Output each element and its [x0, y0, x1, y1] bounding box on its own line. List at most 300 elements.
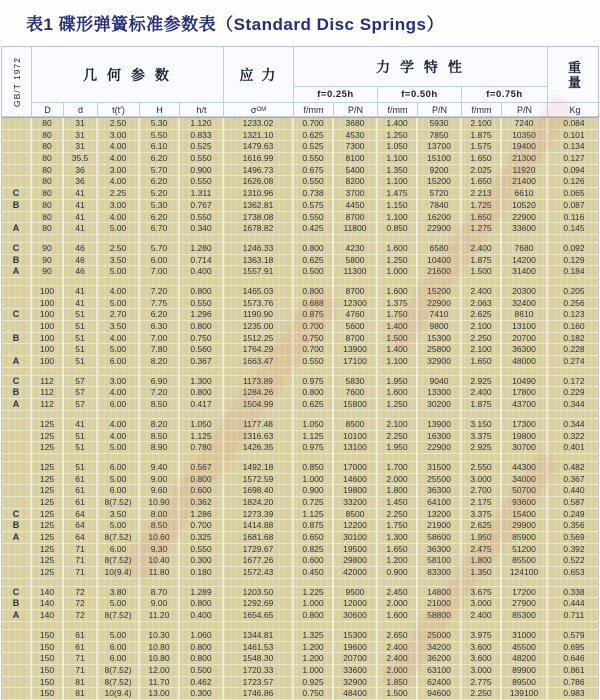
data-cell: 21900 [418, 520, 462, 532]
data-cell: 5.00 [98, 520, 140, 532]
data-cell: 0.800 [180, 598, 224, 610]
data-cell: 0.440 [548, 485, 600, 497]
data-cell: 15800 [334, 399, 378, 411]
data-cell: 0.065 [548, 188, 600, 200]
data-cell: 100 [32, 321, 64, 333]
data-cell: 8.00 [140, 509, 180, 521]
data-cell: 0.850 [294, 462, 334, 474]
data-cell: 1.120 [180, 118, 224, 130]
data-cell: 35.5 [64, 153, 98, 165]
data-cell: 36300 [418, 544, 462, 556]
data-cell: 17100 [334, 356, 378, 368]
data-cell: 0.444 [548, 598, 600, 610]
data-cell: 4450 [334, 200, 378, 212]
data-cell: 0.780 [180, 442, 224, 454]
spacer-cell [224, 622, 294, 630]
data-cell: 0.900 [378, 567, 418, 579]
data-cell: 3.50 [98, 255, 140, 267]
data-cell: 80 [32, 200, 64, 212]
class-cell: B [2, 520, 32, 532]
data-cell: 1233.02 [224, 118, 294, 130]
data-cell: 0.482 [548, 462, 600, 474]
class-cell: B [2, 598, 32, 610]
data-cell: 8.50 [140, 431, 180, 443]
data-cell: 10.80 [140, 642, 180, 654]
spacer-cell [180, 368, 224, 376]
data-cell: 22900 [418, 298, 462, 310]
data-cell: 1.500 [378, 688, 418, 700]
data-cell: 32400 [502, 298, 548, 310]
data-cell: 0.800 [294, 610, 334, 622]
spacer-cell [502, 579, 548, 587]
data-cell: 8200 [334, 176, 378, 188]
spacer-cell [378, 622, 418, 630]
data-cell: 1.400 [378, 344, 418, 356]
data-cell: 2.650 [378, 630, 418, 642]
data-cell: 10.40 [140, 555, 180, 567]
data-cell: 3.00 [98, 200, 140, 212]
data-cell: 8.70 [140, 587, 180, 599]
data-cell: 5.70 [140, 165, 180, 177]
data-cell: 0.344 [548, 419, 600, 431]
data-cell: 0.087 [548, 200, 600, 212]
data-cell: 0.101 [548, 130, 600, 142]
data-cell: 0.569 [548, 532, 600, 544]
data-cell: 19800 [334, 485, 378, 497]
data-cell: 1572.59 [224, 474, 294, 486]
data-cell: 0.575 [294, 200, 334, 212]
spacer-cell [32, 411, 64, 419]
data-cell: 0.116 [548, 212, 600, 224]
data-cell: 0.600 [294, 555, 334, 567]
data-cell: 0.500 [294, 266, 334, 278]
data-cell: 7600 [334, 387, 378, 399]
header-geometry: 几 何 参 数 [32, 47, 224, 103]
data-cell: 1.400 [378, 321, 418, 333]
data-cell: 90 [32, 266, 64, 278]
data-cell: 0.500 [180, 665, 224, 677]
data-cell: 3.375 [462, 431, 502, 443]
data-cell: 112 [32, 399, 64, 411]
data-cell: 10(9.4) [98, 567, 140, 579]
data-cell: 2.400 [462, 243, 502, 255]
data-cell: 1.650 [462, 176, 502, 188]
data-cell: 51 [64, 431, 98, 443]
data-cell: 1.100 [378, 176, 418, 188]
data-cell: 0.392 [548, 544, 600, 556]
data-cell: 1.950 [462, 532, 502, 544]
data-cell: 85300 [502, 610, 548, 622]
data-cell: 1.311 [180, 188, 224, 200]
class-cell [2, 474, 32, 486]
data-cell: 1479.63 [224, 141, 294, 153]
spacer-cell [140, 235, 180, 243]
data-cell: 80 [32, 212, 64, 224]
data-cell: 7410 [418, 309, 462, 321]
data-cell: 0.650 [294, 532, 334, 544]
data-cell: 1.650 [462, 153, 502, 165]
spacer-cell [98, 454, 140, 462]
data-cell: 64 [64, 532, 98, 544]
data-cell: 13900 [418, 419, 462, 431]
spacer-cell [378, 411, 418, 419]
data-cell: 8500 [334, 509, 378, 521]
data-cell: 2.625 [462, 520, 502, 532]
data-cell: 71 [64, 567, 98, 579]
data-cell: 0.550 [294, 356, 334, 368]
data-cell: 1.850 [378, 677, 418, 689]
data-cell: 20700 [334, 653, 378, 665]
data-cell: 4530 [334, 130, 378, 142]
data-cell: 125 [32, 509, 64, 521]
data-cell: 16300 [418, 431, 462, 443]
data-cell: 5.00 [98, 474, 140, 486]
data-cell: 1.000 [378, 266, 418, 278]
data-cell: 0.800 [180, 387, 224, 399]
disc-spring-table [1, 46, 599, 700]
data-cell: 83300 [418, 567, 462, 579]
data-cell: 0.249 [548, 509, 600, 521]
data-cell: 1.350 [378, 165, 418, 177]
data-cell: 3.600 [462, 653, 502, 665]
data-cell: 0.184 [548, 266, 600, 278]
data-cell: 1.700 [378, 462, 418, 474]
data-cell: 6.20 [140, 176, 180, 188]
data-cell: 46 [64, 255, 98, 267]
data-cell: 125 [32, 474, 64, 486]
data-cell: 125 [32, 462, 64, 474]
data-cell: 6610 [502, 188, 548, 200]
data-cell: 51 [64, 356, 98, 368]
data-cell: 80 [32, 176, 64, 188]
spacer-cell [64, 235, 98, 243]
spacer-cell [548, 622, 600, 630]
spacer-cell [2, 622, 32, 630]
data-cell: 0.767 [180, 200, 224, 212]
spacer-cell [224, 579, 294, 587]
data-cell: 2.25 [98, 188, 140, 200]
spacer-cell [548, 278, 600, 286]
data-cell: 1.600 [378, 286, 418, 298]
class-cell [2, 130, 32, 142]
data-cell: 81 [64, 677, 98, 689]
data-cell: 61 [64, 474, 98, 486]
data-cell: 0.550 [180, 176, 224, 188]
data-cell: 5.00 [98, 442, 140, 454]
data-cell: 2.025 [462, 165, 502, 177]
header-f050: f=0.50h [378, 87, 462, 103]
data-cell: 1.875 [462, 399, 502, 411]
data-cell: 6.00 [98, 653, 140, 665]
data-cell: 80 [32, 188, 64, 200]
data-cell: 12.00 [140, 665, 180, 677]
data-cell: 10490 [502, 376, 548, 388]
data-cell: 89900 [502, 665, 548, 677]
data-cell: 5.00 [98, 298, 140, 310]
spacer-cell [2, 278, 32, 286]
data-cell: 0.550 [180, 544, 224, 556]
data-cell: 6.00 [98, 544, 140, 556]
data-cell: 1720.33 [224, 665, 294, 677]
data-cell: 7.00 [140, 333, 180, 345]
data-cell: 125 [32, 431, 64, 443]
data-cell: 80 [32, 165, 64, 177]
data-cell: 0.700 [294, 344, 334, 356]
data-cell: 51 [64, 333, 98, 345]
data-cell: 11.70 [140, 677, 180, 689]
data-cell: 0.123 [548, 309, 600, 321]
data-cell: 0.400 [180, 266, 224, 278]
class-cell [2, 630, 32, 642]
standard-label: GB/T 1972 [2, 47, 32, 117]
data-cell: 1.125 [180, 431, 224, 443]
data-cell: 1.100 [378, 212, 418, 224]
data-cell: 15300 [418, 333, 462, 345]
data-cell: 0.400 [180, 610, 224, 622]
data-cell: 1.286 [180, 509, 224, 521]
data-cell: 0.800 [180, 653, 224, 665]
data-cell: 13100 [334, 442, 378, 454]
data-cell: 8(7.52) [98, 555, 140, 567]
data-cell: 2.000 [378, 474, 418, 486]
data-cell: 0.695 [548, 642, 600, 654]
data-cell: 1.250 [378, 255, 418, 267]
data-cell: 150 [32, 653, 64, 665]
data-cell: 32900 [334, 677, 378, 689]
data-cell: 58800 [418, 610, 462, 622]
data-cell: 0.900 [180, 165, 224, 177]
data-cell: 1738.08 [224, 212, 294, 224]
data-cell: 1426.35 [224, 442, 294, 454]
data-cell: 17300 [502, 419, 548, 431]
data-cell: 6.20 [140, 212, 180, 224]
class-cell [2, 141, 32, 153]
data-cell: 3.00 [98, 376, 140, 388]
data-cell: 0.646 [548, 653, 600, 665]
data-cell: 0.675 [294, 165, 334, 177]
data-cell: 2.70 [98, 309, 140, 321]
data-cell: 0.367 [180, 356, 224, 368]
data-cell: 19500 [334, 544, 378, 556]
data-cell: 5.00 [98, 344, 140, 356]
data-cell: 0.714 [180, 255, 224, 267]
data-cell: 0.356 [548, 520, 600, 532]
data-cell: 6.00 [98, 462, 140, 474]
spacer-cell [224, 278, 294, 286]
spacer-cell [98, 368, 140, 376]
data-cell: 8700 [334, 333, 378, 345]
class-cell [2, 555, 32, 567]
data-cell: 30600 [334, 610, 378, 622]
data-cell: 41 [64, 200, 98, 212]
spacer-cell [180, 622, 224, 630]
spacer-cell [224, 235, 294, 243]
spacer-cell [2, 235, 32, 243]
col-fmm-075: f/mm [462, 103, 502, 117]
data-cell: 21000 [418, 598, 462, 610]
data-cell: 7300 [334, 141, 378, 153]
data-cell: 41 [64, 298, 98, 310]
data-cell: 5.00 [98, 223, 140, 235]
data-cell: 1.650 [378, 544, 418, 556]
data-cell: 6580 [418, 243, 462, 255]
spacer-cell [418, 368, 462, 376]
col-D: D [32, 103, 64, 117]
data-cell: 45500 [502, 642, 548, 654]
data-cell: 0.800 [294, 387, 334, 399]
spacer-cell [140, 411, 180, 419]
col-pn-050: P/N [418, 103, 462, 117]
data-cell: 3.150 [462, 419, 502, 431]
data-cell: 8700 [334, 212, 378, 224]
data-cell: 2.063 [462, 298, 502, 310]
data-cell: 1729.67 [224, 544, 294, 556]
data-cell: 2.700 [462, 485, 502, 497]
data-cell: 1.725 [462, 200, 502, 212]
spacer-cell [418, 278, 462, 286]
data-cell: 31400 [502, 266, 548, 278]
data-cell: 1.950 [378, 376, 418, 388]
data-cell: 61 [64, 485, 98, 497]
data-cell: 51 [64, 442, 98, 454]
class-cell [2, 688, 32, 700]
data-cell: 36200 [418, 653, 462, 665]
data-cell: 17800 [502, 387, 548, 399]
data-cell: 1.000 [294, 665, 334, 677]
data-cell: 8.90 [140, 442, 180, 454]
data-cell: 3700 [334, 188, 378, 200]
data-cell: 11800 [334, 223, 378, 235]
data-cell: 22900 [418, 223, 462, 235]
data-cell: 100 [32, 286, 64, 298]
data-cell: 1.050 [180, 419, 224, 431]
data-cell: 0.126 [548, 176, 600, 188]
data-cell: 71 [64, 653, 98, 665]
spacer-cell [140, 579, 180, 587]
data-cell: 2.925 [462, 376, 502, 388]
data-cell: 6.00 [98, 399, 140, 411]
header-stress: 应 力 [224, 47, 294, 103]
class-cell [2, 462, 32, 474]
class-cell [2, 344, 32, 356]
data-cell: 48000 [502, 356, 548, 368]
data-cell: 11920 [502, 165, 548, 177]
data-cell: 1764.29 [224, 344, 294, 356]
spacer-cell [64, 622, 98, 630]
data-cell: 150 [32, 677, 64, 689]
data-cell: 112 [32, 387, 64, 399]
spacer-cell [462, 368, 502, 376]
data-cell: 25500 [418, 474, 462, 486]
data-cell: 10400 [418, 255, 462, 267]
data-cell: 22900 [502, 212, 548, 224]
data-cell: 125 [32, 497, 64, 509]
data-cell: 9.40 [140, 462, 180, 474]
data-cell: 0.750 [180, 333, 224, 345]
spacer-cell [334, 411, 378, 419]
data-cell: 57 [64, 399, 98, 411]
spacer-cell [180, 579, 224, 587]
data-cell: 2.775 [462, 677, 502, 689]
data-cell: 5600 [334, 321, 378, 333]
class-cell [2, 321, 32, 333]
data-cell: 9040 [418, 376, 462, 388]
data-cell: 57 [64, 376, 98, 388]
data-cell: 61 [64, 630, 98, 642]
data-cell: 3.000 [462, 474, 502, 486]
data-cell: 1.950 [378, 442, 418, 454]
data-cell: 11.20 [140, 610, 180, 622]
data-cell: 3.600 [462, 642, 502, 654]
data-cell: 7240 [502, 118, 548, 130]
data-cell: 4.00 [98, 387, 140, 399]
data-cell: 48400 [334, 688, 378, 700]
spacer-cell [418, 454, 462, 462]
data-cell: 12300 [334, 298, 378, 310]
data-cell: 46 [64, 243, 98, 255]
data-cell: 89500 [502, 677, 548, 689]
data-cell: 2.250 [378, 431, 418, 443]
data-cell: 2.50 [98, 118, 140, 130]
spacer-cell [418, 622, 462, 630]
data-cell: 80 [32, 153, 64, 165]
data-cell: 2.213 [462, 188, 502, 200]
data-cell: 0.560 [180, 344, 224, 356]
spacer-cell [64, 579, 98, 587]
spacer-cell [294, 622, 334, 630]
data-cell: 12200 [334, 520, 378, 532]
data-cell: 1681.68 [224, 532, 294, 544]
data-cell: 93600 [502, 497, 548, 509]
data-cell: 125 [32, 544, 64, 556]
col-sigma: σ OM [224, 103, 294, 117]
class-cell [2, 419, 32, 431]
data-cell: 8610 [502, 309, 548, 321]
data-cell: 10.60 [140, 532, 180, 544]
data-cell: 3680 [334, 118, 378, 130]
spacer-cell [334, 454, 378, 462]
page-title: 表1 碟形弹簧标准参数表（Standard Disc Springs） [26, 14, 444, 34]
class-cell [2, 431, 32, 443]
class-cell: A [2, 610, 32, 622]
class-cell [2, 485, 32, 497]
data-cell: 1663.47 [224, 356, 294, 368]
class-cell: B [2, 333, 32, 345]
data-cell: 2.400 [462, 286, 502, 298]
data-cell: 36 [64, 176, 98, 188]
data-cell: 1203.50 [224, 587, 294, 599]
data-cell: 0.550 [294, 212, 334, 224]
data-cell: 7840 [418, 200, 462, 212]
data-cell: 31 [64, 130, 98, 142]
data-cell: 1465.03 [224, 286, 294, 298]
data-cell: 7.20 [140, 286, 180, 298]
data-cell: 13700 [418, 141, 462, 153]
data-cell: 1.000 [294, 474, 334, 486]
data-cell: 6.90 [140, 376, 180, 388]
data-cell: 41 [64, 212, 98, 224]
data-cell: 58100 [418, 555, 462, 567]
spacer-cell [548, 411, 600, 419]
data-cell: 1.100 [378, 153, 418, 165]
data-cell: 1557.91 [224, 266, 294, 278]
data-cell: 5720 [418, 188, 462, 200]
data-cell: 0.567 [180, 462, 224, 474]
data-cell: 0.462 [180, 677, 224, 689]
data-cell: 0.172 [548, 376, 600, 388]
spacer-cell [32, 579, 64, 587]
class-cell [2, 442, 32, 454]
